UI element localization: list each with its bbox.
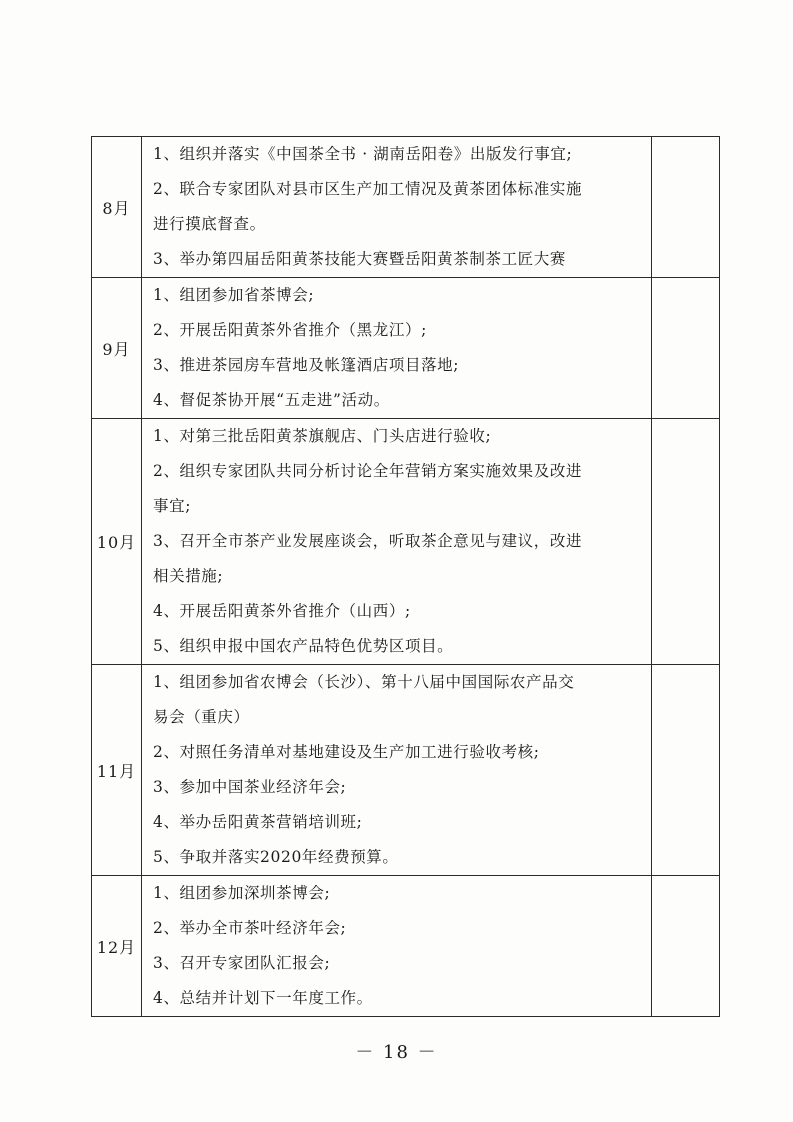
task-line: 2、联合专家团队对县市区生产加工情况及黄茶团体标准实施 (153, 180, 583, 198)
remarks-cell (652, 876, 720, 1017)
table-row (92, 278, 720, 419)
task-line: 2、组织专家团队共同分析讨论全年营销方案实施效果及改进 (153, 462, 583, 480)
task-line: 4、开展岳阳黄茶外省推介（山西）; (153, 602, 411, 620)
task-line: 1、组团参加深圳茶博会; (153, 884, 331, 902)
task-line: 4、举办岳阳黄茶营销培训班; (153, 813, 363, 831)
table-row (92, 876, 720, 1017)
table-row (92, 665, 720, 876)
task-line: 进行摸底督查。 (153, 215, 266, 233)
work-schedule-table (91, 136, 720, 1017)
remarks-cell (652, 665, 720, 876)
month-cell: 10月 (92, 419, 142, 665)
task-line: 4、督促茶协开展“五走进”活动。 (153, 391, 390, 409)
remarks-cell (652, 419, 720, 665)
tasks-cell (142, 876, 652, 1017)
task-line: 3、推进茶园房车营地及帐篷酒店项目落地; (153, 356, 460, 374)
tasks-cell (142, 419, 652, 665)
task-line: 2、开展岳阳黄茶外省推介（黑龙江）; (153, 321, 427, 339)
month-cell: 9月 (92, 278, 142, 419)
tasks-cell (142, 278, 652, 419)
task-line: 2、举办全市茶叶经济年会; (153, 919, 347, 937)
task-line: 3、参加中国茶业经济年会; (153, 778, 347, 796)
task-line: 2、对照任务清单对基地建设及生产加工进行验收考核; (153, 743, 540, 761)
task-line: 1、对第三批岳阳黄茶旗舰店、门头店进行验收; (153, 427, 492, 445)
table-row (92, 137, 720, 278)
task-line: 3、召开全市茶产业发展座谈会，听取茶企意见与建议，改进 (153, 532, 583, 550)
task-line: 易会（重庆） (153, 708, 250, 726)
task-line: 相关措施; (153, 567, 224, 585)
tasks-cell (142, 665, 652, 876)
month-cell: 8月 (92, 137, 142, 278)
remarks-cell (652, 137, 720, 278)
task-line: 1、组团参加省农博会（长沙）、第十八届中国国际农产品交 (153, 673, 575, 691)
task-line: 3、举办第四届岳阳黄茶技能大赛暨岳阳黄茶制茶工匠大赛 (153, 250, 566, 268)
task-line: 3、召开专家团队汇报会; (153, 954, 331, 972)
task-line: 事宜; (153, 497, 192, 515)
task-line: 4、总结并计划下一年度工作。 (153, 989, 373, 1007)
task-line: 5、组织申报中国农产品特色优势区项目。 (153, 637, 454, 655)
task-line: 5、争取并落实2020年经费预算。 (153, 848, 399, 866)
remarks-cell (652, 278, 720, 419)
task-line: 1、组织并落实《中国茶全书 · 湖南岳阳卷》出版发行事宜; (153, 145, 573, 163)
tasks-cell (142, 137, 652, 278)
month-cell: 12月 (92, 876, 142, 1017)
task-line: 1、组团参加省茶博会; (153, 286, 315, 304)
month-cell: 11月 (92, 665, 142, 876)
table-row (92, 419, 720, 665)
page-number: － 18 － (355, 1042, 438, 1063)
